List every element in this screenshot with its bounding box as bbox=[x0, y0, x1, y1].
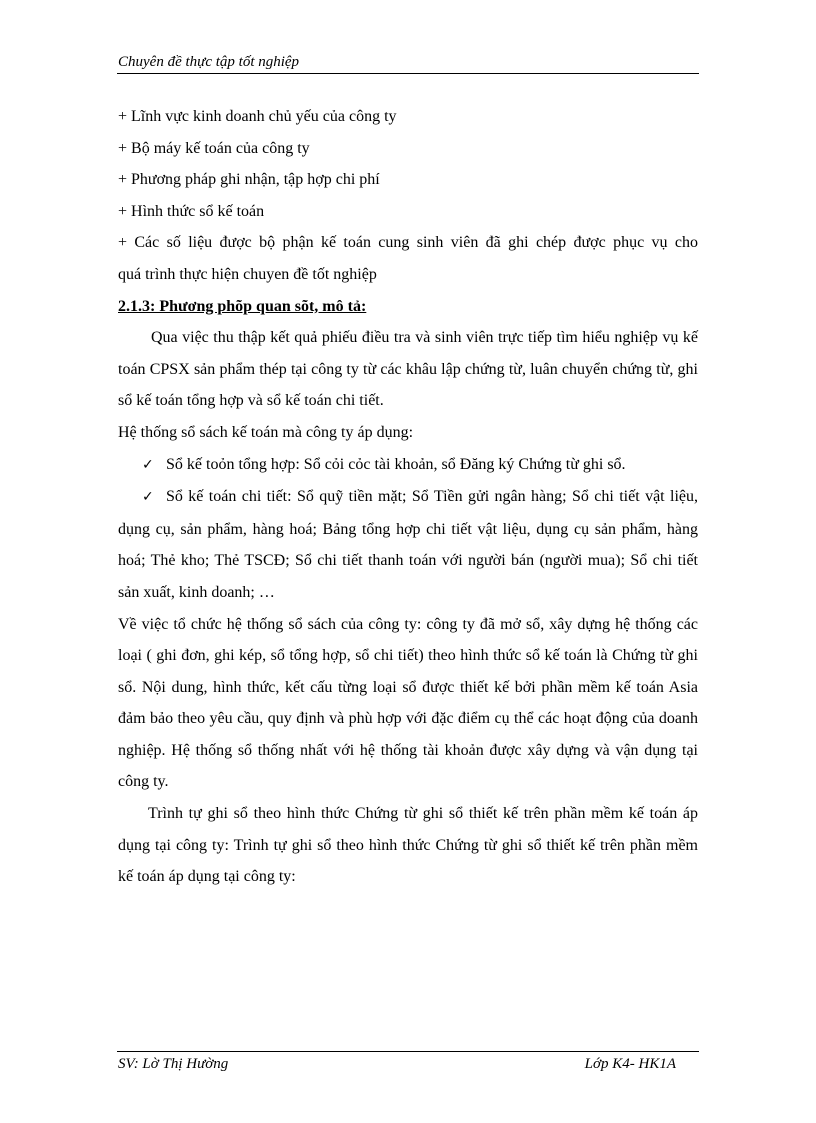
section-heading: 2.1.3: Phương phõp quan sõt, mô tả: bbox=[118, 297, 367, 315]
student-name: SV: Lờ Thị Hường bbox=[118, 1056, 229, 1072]
page-header bbox=[118, 52, 698, 72]
bullet-item-continuation: quá trình thực hiện chuyen đề tốt nghiệp bbox=[118, 265, 377, 283]
checklist-item bbox=[118, 449, 698, 482]
bullet-item: + Hình thức sổ kế toán bbox=[118, 202, 265, 220]
checkmark-icon: ✓ bbox=[142, 489, 154, 506]
checkmark-icon: ✓ bbox=[142, 456, 154, 473]
paragraph: Qua việc thu thập kết quả phiếu điều tra và sinh viên trực tiếp tìm hiểu nghiệp vụ kế toán CPSX sản phẩm thép tại công ty từ các khâu lập chứng từ, luân chuyển chứng từ, ghi sổ kế toán tổng hợp và sổ kế toán chi tiết. bbox=[118, 329, 698, 410]
bullet-item: + Bộ máy kế toán của công ty bbox=[118, 139, 310, 157]
bullet-item-line: + Các số liệu được bộ phận kế toán cung sinh viên đã ghi chép được phục vụ cho bbox=[118, 234, 698, 252]
ledger-system-intro: Hệ thống sổ sách kế toán mà công ty áp dụng: bbox=[118, 423, 414, 441]
class-label: Lớp K4- HK1A bbox=[584, 1056, 676, 1072]
header-divider bbox=[117, 73, 699, 74]
paragraph: Trình tự ghi sổ theo hình thức Chứng từ ghi sổ thiết kế trên phần mềm kế toán áp dụng tại công ty: Trình tự ghi sổ theo hình thức Chứng từ ghi sổ thiết kế trên phần mềm kế toán áp dụng tại công ty: bbox=[118, 805, 698, 886]
footer-divider bbox=[117, 1051, 699, 1052]
paragraph: Về việc tổ chức hệ thống sổ sách của công ty: công ty đã mở sổ, xây dựng hệ thống các loại ( ghi đơn, ghi kép, sổ tổng hợp, sổ chi tiết) theo hình thức sổ kế toán là Chứng từ ghi sổ. Nội dung, hình thức, kết cấu từng loại sổ được thiết kế bởi phần mềm kế toán Asia đảm bảo theo yêu cầu, quy định và phù hợp với đặc điểm cụ thể các hoạt động của doanh nghiệp. Hệ thống sổ thống nhất với hệ thống tài khoản được xây dựng và vận dụng tại công ty. bbox=[118, 615, 698, 791]
checklist-text: Sổ kế toán chi tiết: Sổ quỹ tiền mặt; Sổ Tiền gửi ngân hàng; Sổ chi tiết vật liệu, dụng cụ, sản phẩm, hàng hoá; Bảng tổng hợp chi tiết vật liệu, dụng cụ sản phẩm, hàng hoá; Thẻ kho; Thẻ TSCĐ; Sổ chi tiết thanh toán với người bán (người mua); Sổ chi tiết sản xuất, kinh doanh; … bbox=[118, 488, 698, 601]
checklist-text: Sổ kế toỏn tổng hợp: Sổ cỏi cỏc tài khoản, sổ Đăng ký Chứng từ ghi sổ. bbox=[166, 455, 626, 473]
bullet-item: + Phương pháp ghi nhận, tập hợp chi phí bbox=[118, 171, 380, 189]
checklist-item bbox=[118, 481, 698, 608]
header-title: Chuyên đề thực tập tốt nghiệp bbox=[118, 54, 300, 70]
bullet-item: + Lĩnh vực kinh doanh chủ yếu của công ty bbox=[118, 108, 397, 125]
document-body bbox=[118, 101, 698, 893]
